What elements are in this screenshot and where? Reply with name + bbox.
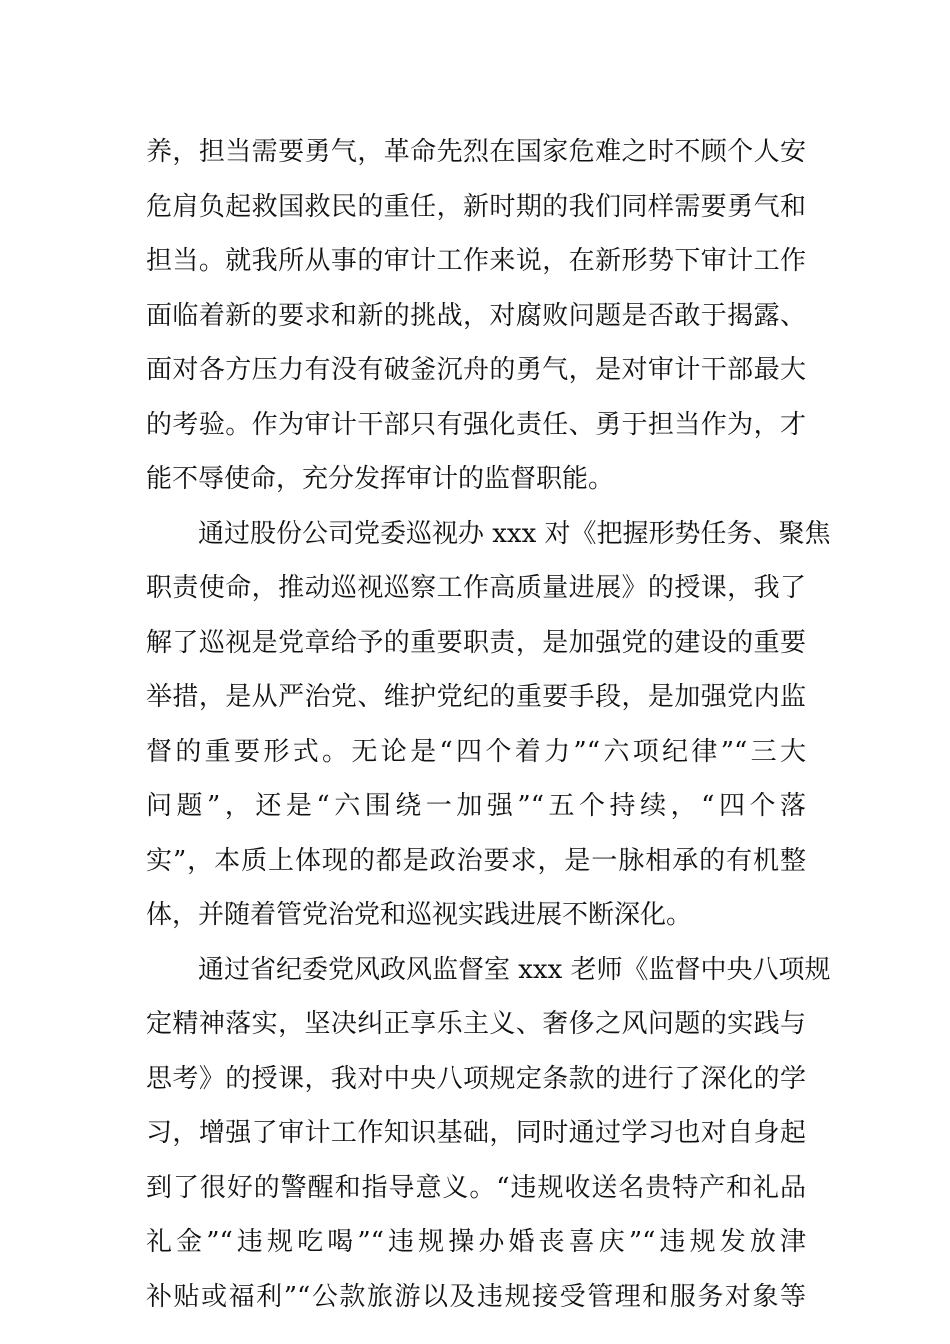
text-line: 解了巡视是党章给予的重要职责，是加强党的建设的重要 [146, 627, 806, 658]
text-line: 职责使命，推动巡视巡察工作高质量进展》的授课，我了 [146, 573, 806, 603]
text-line: 能不辱使命，充分发挥审计的监督职能。 [146, 464, 615, 494]
text-line: 问题”，还是“六围绕一加强”“五个持续，“四个落 [146, 791, 806, 821]
text-line: 养，担当需要勇气，革命先烈在国家危难之时不顾个人安 [146, 137, 806, 167]
text-line: 面临着新的要求和新的挑战，对腐败问题是否敢于揭露、 [146, 300, 806, 331]
text-line: 实”，本质上体现的都是政治要求，是一脉相承的有机整 [146, 845, 806, 876]
text-line: 礼金”“违规吃喝”“违规操办婚丧喜庆”“违规发放津 [146, 1227, 806, 1257]
text-line: 思考》的授课，我对中央八项规定条款的进行了深化的学 [146, 1063, 806, 1094]
text-line: 到了很好的警醒和指导意义。“违规收送名贵特产和礼品 [146, 1172, 806, 1203]
text-line: 举措，是从严治党、维护党纪的重要手段，是加强党内监 [146, 682, 806, 712]
text-line: 习，增强了审计工作知识基础，同时通过学习也对自身起 [146, 1118, 806, 1148]
text-line: 面对各方压力有没有破釜沉舟的勇气，是对审计干部最大 [146, 355, 806, 385]
document-text [146, 125, 831, 1324]
text-line: 补贴或福利”“公款旅游以及违规接受管理和服务对象等 [146, 1281, 806, 1312]
text-line: 督的重要形式。无论是“四个着力”“六项纪律”“三大 [146, 736, 806, 767]
text-line: 体，并随着管党治党和巡视实践进展不断深化。 [146, 900, 693, 930]
paragraph-first-line: 通过省纪委党风政风监督室 xxx 老师《监督中央八项规 [198, 954, 831, 985]
text-line: 危肩负起救国救民的重任，新时期的我们同样需要勇气和 [146, 191, 806, 222]
text-line: 定精神落实，坚决纠正享乐主义、奢侈之风问题的实践与 [146, 1009, 806, 1039]
text-line: 担当。就我所从事的审计工作来说，在新形势下审计工作 [146, 246, 806, 276]
paragraph-first-line: 通过股份公司党委巡视办 xxx 对《把握形势任务、聚焦 [198, 518, 831, 549]
text-line: 的考验。作为审计干部只有强化责任、勇于担当作为，才 [146, 409, 806, 440]
